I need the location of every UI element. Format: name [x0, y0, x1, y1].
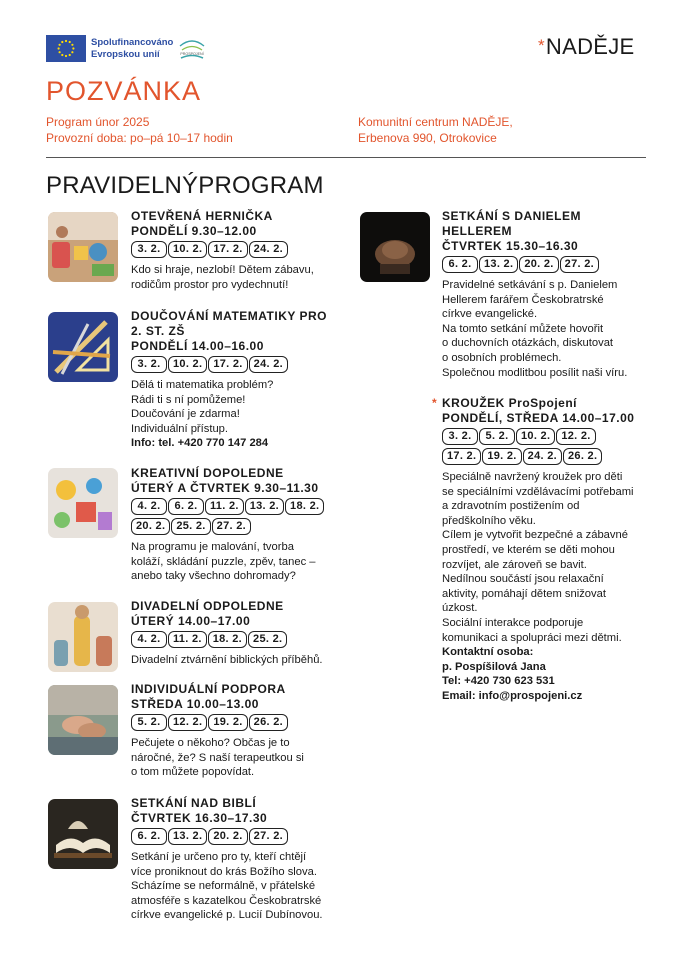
- desc-line: Hellerem farářem Českobratrské: [442, 293, 604, 306]
- desc-line: Scházíme se neformálně, v přátelské: [131, 880, 316, 893]
- theatre-figures-photo: [48, 602, 118, 672]
- entry-title: OTEVŘENÁ HERNIČKA: [131, 209, 273, 223]
- date-list: [131, 828, 351, 848]
- date-list: [131, 356, 346, 376]
- star-icon: *: [432, 396, 438, 410]
- entry-time: ÚTERÝ A ČTVRTEK 9.30–11.30: [131, 481, 319, 495]
- brand-name: NADĚJE: [545, 34, 635, 59]
- date-list: [131, 498, 351, 538]
- program-month: Program únor 2025: [46, 115, 150, 129]
- desc-line: komunikaci a spolupráci mezi dětmi.: [442, 631, 622, 644]
- open-bible-photo: [48, 799, 118, 869]
- entry-time: PONDĚLÍ, STŘEDA 14.00–17.00: [442, 411, 635, 425]
- date-badge: 27. 2.: [560, 256, 599, 273]
- date-badge: 13. 2.: [168, 828, 207, 845]
- eu-flag-icon: [46, 35, 86, 62]
- date-badge: 26. 2.: [249, 714, 288, 731]
- entry-description: [131, 378, 346, 451]
- desc-line: atmosféře s kazatelkou Českobratrské: [131, 894, 322, 907]
- date-badge: 27. 2.: [212, 518, 251, 535]
- math-tools-photo: [48, 312, 118, 382]
- date-badge: 27. 2.: [249, 828, 288, 845]
- opening-hours: Provozní doba: po–pá 10–17 hodin: [46, 131, 233, 145]
- date-badge: 20. 2.: [519, 256, 558, 273]
- entry-title: KREATIVNÍ DOPOLEDNE: [131, 466, 284, 480]
- desc-line: více proniknout do krás Božího slova.: [131, 865, 317, 878]
- program-entry-creative: [131, 466, 351, 584]
- entry-time: PONDĚLÍ 9.30–12.00: [131, 224, 257, 238]
- desc-line: Nedílnou součástí jsou relaxační: [442, 573, 604, 586]
- desc-line: Cílem je vytvořit bezpečné a zábavné: [442, 529, 628, 542]
- desc-line: prostředí, ve kterém se děti mohou: [442, 543, 615, 556]
- desc-line: Pečujete o někoho? Občas je to: [131, 737, 290, 749]
- entry-title: DIVADELNÍ ODPOLEDNE: [131, 599, 284, 613]
- desc-line: náročné, že? S naší terapeutkou si: [131, 751, 304, 764]
- entry-description: [442, 470, 652, 704]
- date-badge: 3. 2.: [131, 356, 167, 373]
- entry-description: [131, 736, 351, 780]
- date-badge: 12. 2.: [168, 714, 207, 731]
- date-badge: 25. 2.: [171, 518, 210, 535]
- date-badge: 19. 2.: [208, 714, 247, 731]
- desc-line: Na tomto setkání můžete hovořit: [442, 322, 604, 335]
- entry-title: SETKÁNÍ NAD BIBLÍ: [131, 796, 257, 810]
- entry-description: [442, 278, 652, 380]
- date-badge: 6. 2.: [442, 256, 478, 273]
- praying-hands-photo: [360, 212, 430, 282]
- desc-line: Sociální interakce podporuje: [442, 616, 584, 629]
- date-badge: 24. 2.: [249, 241, 288, 258]
- desc-line: Setkání je určeno pro ty, kteří chtějí: [131, 851, 307, 863]
- date-badge: 10. 2.: [168, 356, 207, 373]
- date-badge: 12. 2.: [556, 428, 595, 445]
- date-badge: 17. 2.: [208, 241, 247, 258]
- program-info: [46, 114, 233, 146]
- entry-time: STŘEDA 10.00–13.00: [131, 697, 259, 711]
- program-entry-theatre: [131, 599, 351, 668]
- address-info: [358, 114, 513, 146]
- date-list: [131, 714, 351, 734]
- desc-line: Individuální přístup.: [131, 422, 229, 435]
- program-entry-heller: [442, 209, 652, 380]
- date-badge: 20. 2.: [131, 518, 170, 535]
- entry-description: [131, 540, 351, 584]
- eu-label-line2: Evropskou unií: [91, 49, 160, 60]
- desc-line: anebo taky všechno dohromady?: [131, 570, 296, 583]
- entry-title: DOUČOVÁNÍ MATEMATIKY PRO: [131, 309, 328, 323]
- date-list: [131, 241, 346, 261]
- date-badge: 10. 2.: [516, 428, 555, 445]
- desc-line: Dělá ti matematika problém?: [131, 379, 274, 391]
- desc-line: aktivity, pomáhají dětem snižovat: [442, 587, 606, 600]
- desc-line: Rádi ti s ní pomůžeme!: [131, 393, 246, 406]
- support-hands-photo: [48, 685, 118, 755]
- program-entry-math: [131, 309, 346, 451]
- date-badge: 3. 2.: [442, 428, 478, 445]
- section-title: PRAVIDELNÝPROGRAM: [46, 172, 324, 199]
- page-title: POZVÁNKA: [46, 76, 202, 106]
- desc-line: církve evangelické p. Lucií Dubínovou.: [131, 909, 323, 922]
- program-entry-support: [131, 682, 351, 780]
- header-divider: [46, 157, 646, 158]
- desc-line: Divadelní ztvárnění biblických příběhů.: [131, 654, 323, 666]
- program-entry-bible: [131, 796, 351, 923]
- entry-time: ČTVRTEK 15.30–16.30: [442, 239, 579, 253]
- program-entry-prospojeni: [432, 396, 652, 704]
- contact-name: p. Pospíšilová Jana: [442, 660, 546, 673]
- date-badge: 24. 2.: [523, 448, 562, 465]
- info-phone: Info: tel. +420 770 147 284: [131, 437, 269, 450]
- date-badge: 17. 2.: [442, 448, 481, 465]
- desc-line: Pravidelné setkávání s p. Danielem: [442, 279, 618, 291]
- entry-title: [432, 396, 652, 411]
- date-badge: 26. 2.: [563, 448, 602, 465]
- date-badge: 11. 2.: [168, 631, 207, 648]
- address-line2: Erbenova 990, Otrokovice: [358, 131, 497, 145]
- date-list: [442, 256, 652, 276]
- date-badge: 17. 2.: [208, 356, 247, 373]
- contact-label: Kontaktní osoba:: [442, 646, 534, 659]
- playroom-photo: [48, 212, 118, 282]
- date-list: [131, 631, 351, 651]
- date-list: [442, 428, 652, 468]
- date-badge: 4. 2.: [131, 498, 167, 515]
- desc-line: o osobních problémech.: [442, 351, 562, 364]
- desc-line: rozvíjet, ale zároveň se bavit.: [442, 558, 587, 571]
- desc-line: úzkost.: [442, 602, 478, 615]
- contact-phone: Tel: +420 730 623 531: [442, 675, 555, 688]
- desc-line: předškolního věku.: [442, 514, 536, 527]
- desc-line: koláží, skládání puzzle, zpěv, tanec –: [131, 555, 316, 568]
- date-badge: 4. 2.: [131, 631, 167, 648]
- entry-title: SETKÁNÍ S DANIELEM: [442, 209, 582, 223]
- date-badge: 11. 2.: [205, 498, 244, 515]
- date-badge: 3. 2.: [131, 241, 167, 258]
- entry-body: [442, 411, 652, 704]
- date-badge: 13. 2.: [245, 498, 284, 515]
- desc-line: Doučování je zdarma!: [131, 408, 240, 421]
- desc-line: o duchovních otázkách, diskutovat: [442, 337, 614, 350]
- creative-crafts-photo: [48, 468, 118, 538]
- contact-email: Email: info@prospojeni.cz: [442, 689, 583, 702]
- brand-star-icon: *: [538, 36, 545, 55]
- date-badge: 20. 2.: [208, 828, 247, 845]
- entry-title-line2: HELLEREM: [442, 224, 512, 238]
- nadeje-brand-logo: [538, 34, 635, 60]
- entry-title-line2: 2. ST. ZŠ: [131, 324, 185, 338]
- date-badge: 5. 2.: [131, 714, 167, 731]
- entry-title: INDIVIDUÁLNÍ PODPORA: [131, 682, 286, 696]
- desc-line: Na programu je malování, tvorba: [131, 541, 294, 553]
- desc-line: a zdravotním postižením od: [442, 500, 580, 513]
- prospojeni-logo-icon: [177, 34, 207, 62]
- date-badge: 6. 2.: [168, 498, 204, 515]
- address-line1: Komunitní centrum NADĚJE,: [358, 115, 513, 129]
- date-badge: 24. 2.: [249, 356, 288, 373]
- date-badge: 6. 2.: [131, 828, 167, 845]
- entry-description: [131, 653, 351, 668]
- entry-description: [131, 263, 346, 292]
- entry-time: ÚTERÝ 14.00–17.00: [131, 614, 251, 628]
- entry-title-text: KROUŽEK ProSpojení: [442, 396, 578, 410]
- desc-line: se speciálními vzdělávacími potřebami: [442, 485, 634, 498]
- entry-time: PONDĚLÍ 14.00–16.00: [131, 339, 264, 353]
- entry-description: [131, 850, 351, 923]
- desc-line: Speciálně navržený kroužek pro děti: [442, 471, 623, 483]
- date-badge: 25. 2.: [248, 631, 287, 648]
- desc-line: Kdo si hraje, nezlobí! Dětem zábavu,: [131, 264, 314, 276]
- desc-line: církve evangelické.: [442, 308, 538, 321]
- date-badge: 19. 2.: [482, 448, 521, 465]
- eu-cofinanced-label: [91, 37, 173, 61]
- desc-line: o tom můžete popovídat.: [131, 766, 255, 779]
- desc-line: rodičům prostor pro vydechnutí!: [131, 278, 289, 291]
- date-badge: 10. 2.: [168, 241, 207, 258]
- date-badge: 18. 2.: [208, 631, 247, 648]
- partner-logo-text: PROSPOJENÍ: [180, 52, 204, 56]
- date-badge: 18. 2.: [285, 498, 324, 515]
- date-badge: 13. 2.: [479, 256, 518, 273]
- eu-label-line1: Spolufinancováno: [91, 37, 174, 48]
- desc-line: Společnou modlitbou posílit naši víru.: [442, 366, 628, 379]
- program-entry-playroom: [131, 209, 346, 292]
- entry-time: ČTVRTEK 16.30–17.30: [131, 811, 268, 825]
- date-badge: 5. 2.: [479, 428, 515, 445]
